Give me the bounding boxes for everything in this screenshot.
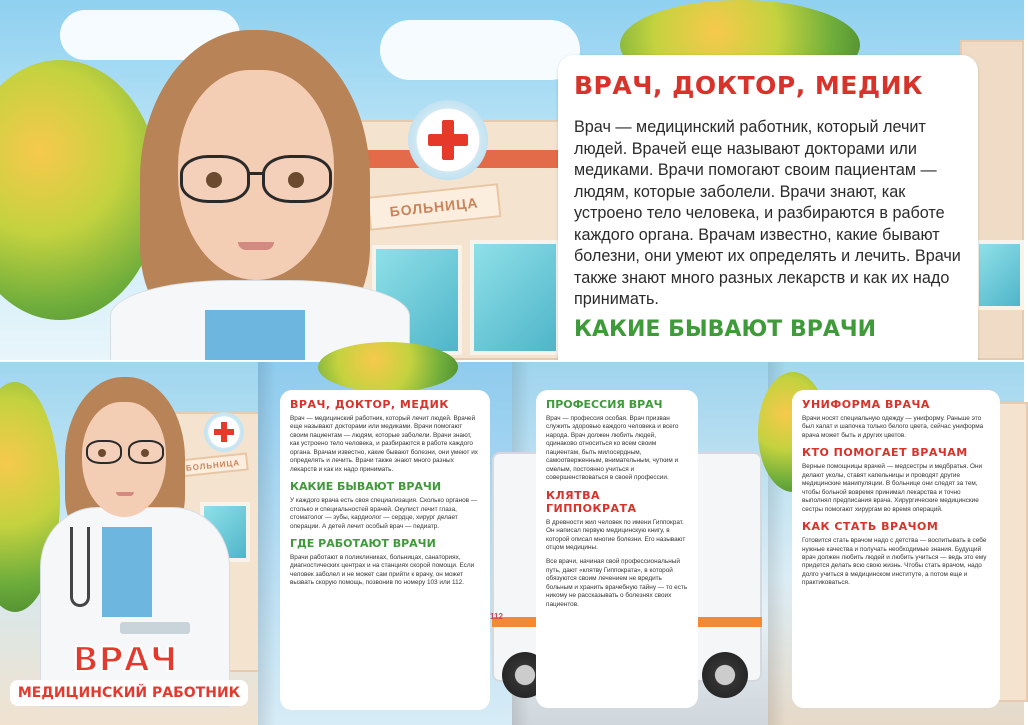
section-title: ПРОФЕССИЯ ВРАЧ — [546, 398, 663, 411]
section-title: КТО ПОМОГАЕТ ВРАЧАМ — [802, 446, 968, 460]
section-text: Врачи работают в поликлиниках, больницах, санаториях, диагностических центрах и на станциях скорой помощи. Если человек заболел и не может сам прийти к врачу, он может вызвать скорую помощь, позвонив по номеру 103 или 112. — [290, 553, 475, 587]
section-title: ГДЕ РАБОТАЮТ ВРАЧИ — [290, 536, 436, 550]
section-title: УНИФОРМА ВРАЧА — [802, 398, 930, 411]
intro-title: ВРАЧ, ДОКТОР, МЕДИК — [574, 71, 923, 100]
eye — [141, 449, 149, 457]
top-illustration — [0, 0, 1024, 360]
intro-card — [558, 55, 978, 360]
section-text: Готовится стать врачом надо с детства — воспитывать в себе нужные качества и получать необходимые знания. Будущий врач должен любить людей и любить учиться — ведь это ему придется делать всю свою жизнь. Чтобы стать врачом, надо долго учиться в медицинском институте, а потом еще и практиковаться. — [802, 537, 987, 587]
section-title: КЛЯТВА ГИППОКРАТА — [546, 488, 637, 515]
hospital-sign: БОЛЬНИЦА — [177, 452, 248, 477]
medical-cross-icon — [408, 100, 488, 180]
section-title: КАК СТАТЬ ВРАЧОМ — [802, 520, 939, 534]
section-text: Врач — профессия особая. Врач призван служить здоровью каждого человека и всего народа. Врач должен любить людей, одинаково относиться ко всем своим пациентам, быть милосердным, самоотверженным, внимательным, чутким и смелым, постоянно учиться и совершенствоваться в своей профессии. — [546, 415, 679, 482]
ambulance-number: 112 — [490, 612, 503, 621]
inner-panel-2 — [490, 362, 768, 725]
tablet-icon — [120, 622, 190, 634]
section-text: У каждого врача есть своя специализация. Сколько органов — столько и специальностей врачей. Окулист лечит глаза, стоматолог — зубы, кардиолог — сердце, хирург делает операции. А детей лечит особый врач — педиатр. — [290, 497, 478, 530]
eye — [98, 449, 106, 457]
cover-subtitle: МЕДИЦИНСКИЙ РАБОТНИК — [10, 680, 248, 706]
section-title: КАКИЕ БЫВАЮТ ВРАЧИ — [290, 480, 442, 494]
text-card — [536, 390, 698, 708]
text-card — [792, 390, 1000, 708]
eye — [288, 172, 304, 188]
intro-subtitle: КАКИЕ БЫВАЮТ ВРАЧИ — [574, 317, 877, 342]
mouth — [116, 492, 134, 496]
hospital-sign: БОЛЬНИЦА — [367, 183, 502, 231]
section-text: В древности жил человек по имени Гиппократ. Он написал первую медицинскую книгу, в которой описал многие болезни. Его называют отцом медицины. — [546, 518, 686, 551]
section-text: Верные помощницы врачей — медсестры и медбратья. Они делают уколы, ставят капельницы и проводят другие медицинские манипуляции. В больнице они следят за тем, чтобы больной вовремя принимал лекарства и точно выполнял предписания врача. Хирургические медицинские сестры помогают хирургам во время операций. — [802, 463, 983, 513]
shirt — [205, 310, 305, 360]
section-title: ВРАЧ, ДОКТОР, МЕДИК — [290, 398, 449, 411]
panel-fold — [258, 362, 276, 725]
cover-panel — [0, 362, 258, 725]
mouth — [238, 242, 274, 250]
girl-doctor-illustration — [110, 20, 420, 360]
wheel — [702, 652, 748, 698]
hospital-window — [470, 240, 560, 355]
section-text: Врач — медицинский работник, который лечит людей. Врачей еще называют докторами или медиками. Врачи помогают своим пациентам — людям, которые заболели. Врачи знают, как устроено тело человека, и разбираются в работе каждого органа. Врачам известно, какие бывают болезни, они умеют их определять и лечить. Врачи также знают много разных лекарств и как их надо принимать. — [290, 415, 478, 473]
cover-title: ВРАЧ — [72, 640, 178, 680]
stethoscope-icon — [70, 527, 90, 607]
inner-panel-1 — [258, 362, 512, 725]
section-text: Все врачи, начиная свой профессиональный путь, дают «клятву Гиппократа», в которой обязуются своим лечением не вредить больным и хранить врачебную тайну — то есть никому не рассказывать о болезнях своих пациентов. — [546, 558, 688, 608]
side-window — [975, 240, 1024, 310]
eye — [206, 172, 222, 188]
text-card — [280, 390, 490, 710]
shirt — [102, 527, 152, 617]
tree — [318, 342, 458, 392]
inner-panel-3 — [768, 362, 1024, 725]
intro-body: Врач — медицинский работник, который лечит людей. Врачей еще называют докторами или медиками. Врачи помогают своим пациентам — людям, которые заболели. Врачи знают, как устроено тело человека, и разбираются в работе каждого органа. Врачам известно, какие бывают болезни, они умеют их определять и лечить. Врачи также знают много разных лекарств и как их надо принимать. — [574, 118, 961, 309]
section-text: Врачи носят специальную одежду — униформу. Раньше это был халат и шапочка только белого цвета, сейчас униформа врача может быть и других цветов. — [802, 415, 984, 439]
glasses-bridge — [248, 172, 264, 175]
